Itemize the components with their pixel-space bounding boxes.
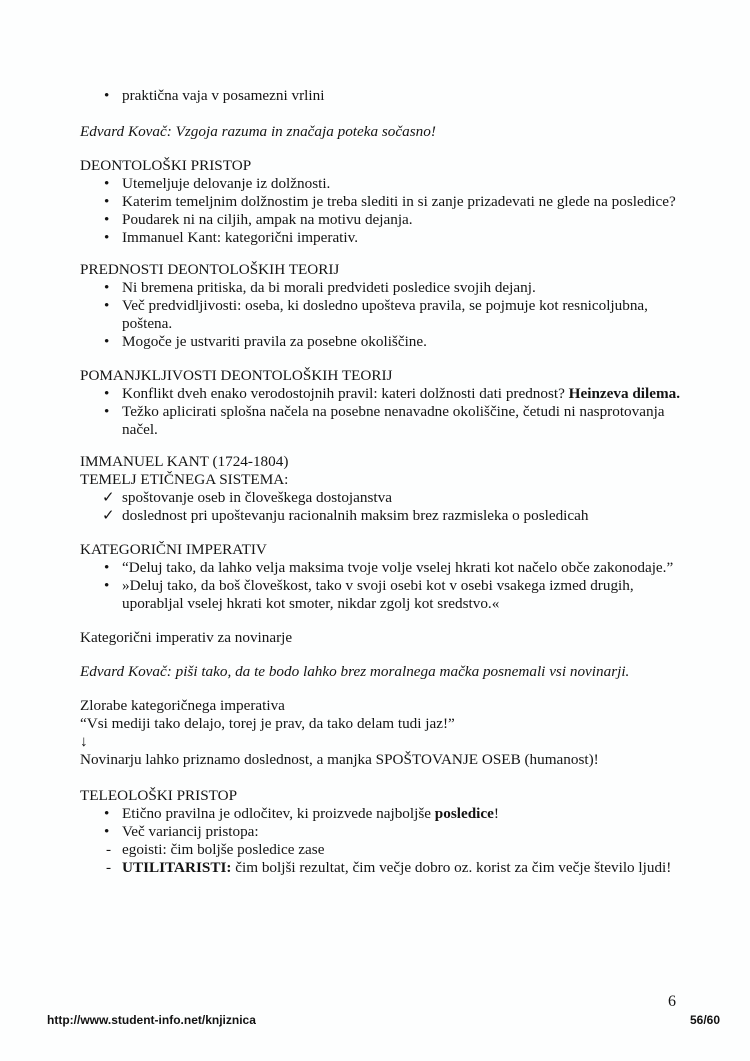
- item-text: spoštovanje oseb in človeškega dostojanstva: [122, 489, 392, 506]
- bullet-icon: •: [104, 403, 110, 420]
- bullet-icon: •: [104, 229, 110, 246]
- item-text: Utemeljuje delovanje iz dolžnosti.: [122, 175, 331, 192]
- bullet-icon: •: [104, 87, 110, 104]
- bullet-icon: •: [104, 211, 110, 228]
- item-text: Immanuel Kant: kategorični imperativ.: [122, 229, 359, 246]
- list-item: [80, 193, 692, 211]
- item-text: “Deluj tako, da lahko velja maksima tvoje volje vselej hkrati kot načelo obče zakonodaje.”: [122, 559, 674, 576]
- deont-list: [80, 175, 700, 247]
- item-text: Več variancij pristopa:: [122, 823, 259, 840]
- bullet-icon: •: [104, 193, 110, 210]
- quote-kovac-novinarji: Edvard Kovač: piši tako, da te bodo lahko brez moralnega mačka posnemali vsi novinarji.: [80, 663, 630, 680]
- intro-list: [80, 87, 700, 105]
- checkmark-icon: ✓: [102, 489, 115, 506]
- item-text: Ni bremena pritiska, da bi morali predvideti posledice svojih dejanj.: [122, 279, 536, 296]
- zlorabe-heading: Zlorabe kategoričnega imperativa: [80, 697, 285, 714]
- bullet-icon: •: [104, 279, 110, 296]
- footer-page-count: 56/60: [689, 1013, 720, 1027]
- item-bold-text: UTILITARISTI:: [122, 859, 232, 876]
- list-item: [80, 279, 692, 297]
- list-item: [80, 559, 692, 577]
- bullet-icon: •: [104, 805, 110, 822]
- dash-icon: -: [106, 841, 112, 858]
- bullet-icon: •: [104, 297, 110, 314]
- item-text: praktična vaja v posamezni vrlini: [122, 87, 325, 104]
- list-item: [80, 577, 692, 613]
- bullet-icon: •: [104, 333, 110, 350]
- list-item: [80, 385, 692, 403]
- list-item: [80, 297, 692, 333]
- item-text: Katerim temeljnim dolžnostim je treba slediti in si zanje prizadevati ne glede na posledice?: [122, 193, 676, 210]
- item-bold-text: Heinzeva dilema.: [568, 385, 681, 402]
- kant-list: [80, 489, 700, 525]
- bullet-icon: •: [104, 175, 110, 192]
- bullet-icon: •: [104, 577, 110, 594]
- item-text: Poudarek ni na ciljih, ampak na motivu dejanja.: [122, 211, 413, 228]
- item-text: Etično pravilna je odločitev, ki proizvede najboljše: [122, 805, 435, 822]
- list-item: [80, 805, 692, 823]
- footer-url[interactable]: http://www.student-info.net/knjiznica: [47, 1013, 256, 1027]
- item-text: !: [493, 805, 499, 822]
- arrow-down-icon: ↓: [80, 733, 88, 750]
- item-text: Mogoče je ustvariti pravila za posebne okoliščine.: [122, 333, 427, 350]
- prednosti-list: [80, 279, 700, 351]
- heading-teleoloski: TELEOLOŠKI PRISTOP: [80, 787, 238, 804]
- subheading-temelj: TEMELJ ETIČNEGA SISTEMA:: [80, 471, 289, 488]
- document-page: [80, 87, 700, 877]
- item-text: egoisti: čim boljše posledice zase: [122, 841, 325, 858]
- checkmark-icon: ✓: [102, 507, 115, 524]
- zlorabe-conclusion: Novinarju lahko priznamo doslednost, a manjka SPOŠTOVANJE OSEB (humanost)!: [80, 751, 599, 768]
- pomanj-list: [80, 385, 700, 439]
- list-item: [80, 175, 692, 193]
- item-bold-text: posledice: [434, 805, 494, 822]
- list-item: [80, 403, 692, 439]
- heading-kant: IMMANUEL KANT (1724-1804): [80, 453, 289, 470]
- page-number: 6: [668, 993, 676, 1010]
- item-text: čim boljši rezultat, čim večje dobro oz. korist za čim večje število ljudi!: [231, 859, 672, 876]
- item-text: »Deluj tako, da boš človeškost, tako v svoji osebi kot v osebi vsakega izmed drugih, uporabljal vselej hkrati kot smoter, nikdar zgolj kot sredstvo.«: [122, 577, 634, 612]
- heading-pomanjkljivosti: POMANJKLJIVOSTI DEONTOLOŠKIH TEORIJ: [80, 367, 393, 384]
- item-text: Več predvidljivosti: oseba, ki dosledno upošteva pravila, se pojmuje kot resnicoljubna, poštena.: [122, 297, 648, 332]
- kategoricni-list: [80, 559, 700, 613]
- bullet-icon: •: [104, 559, 110, 576]
- list-item: [80, 823, 692, 841]
- novinarji-text: Kategorični imperativ za novinarje: [80, 629, 293, 646]
- teleo-list: [80, 805, 700, 877]
- heading-kategoricni: KATEGORIČNI IMPERATIV: [80, 541, 267, 558]
- heading-deontoloski: DEONTOLOŠKI PRISTOP: [80, 157, 252, 174]
- list-item: [80, 229, 692, 247]
- bullet-icon: •: [104, 823, 110, 840]
- heading-prednosti: PREDNOSTI DEONTOLOŠKIH TEORIJ: [80, 261, 340, 278]
- list-item: [80, 87, 692, 105]
- list-item: [80, 507, 692, 525]
- list-item: [80, 489, 692, 507]
- quote-kovac: Edvard Kovač: Vzgoja razuma in značaja poteka sočasno!: [80, 123, 436, 140]
- zlorabe-quote: “Vsi mediji tako delajo, torej je prav, da tako delam tudi jaz!”: [80, 715, 455, 732]
- item-text: doslednost pri upoštevanju racionalnih maksim brez razmisleka o posledicah: [122, 507, 589, 524]
- list-item: [80, 211, 692, 229]
- list-item: [80, 333, 692, 351]
- item-text: Konflikt dveh enako verodostojnih pravil: kateri dolžnosti dati prednost?: [122, 385, 569, 402]
- list-item: [80, 859, 692, 877]
- item-text: Težko aplicirati splošna načela na posebne nenavadne okoliščine, četudi ni nasprotovanja načel.: [122, 403, 665, 438]
- bullet-icon: •: [104, 385, 110, 402]
- dash-icon: -: [106, 859, 112, 876]
- list-item: [80, 841, 692, 859]
